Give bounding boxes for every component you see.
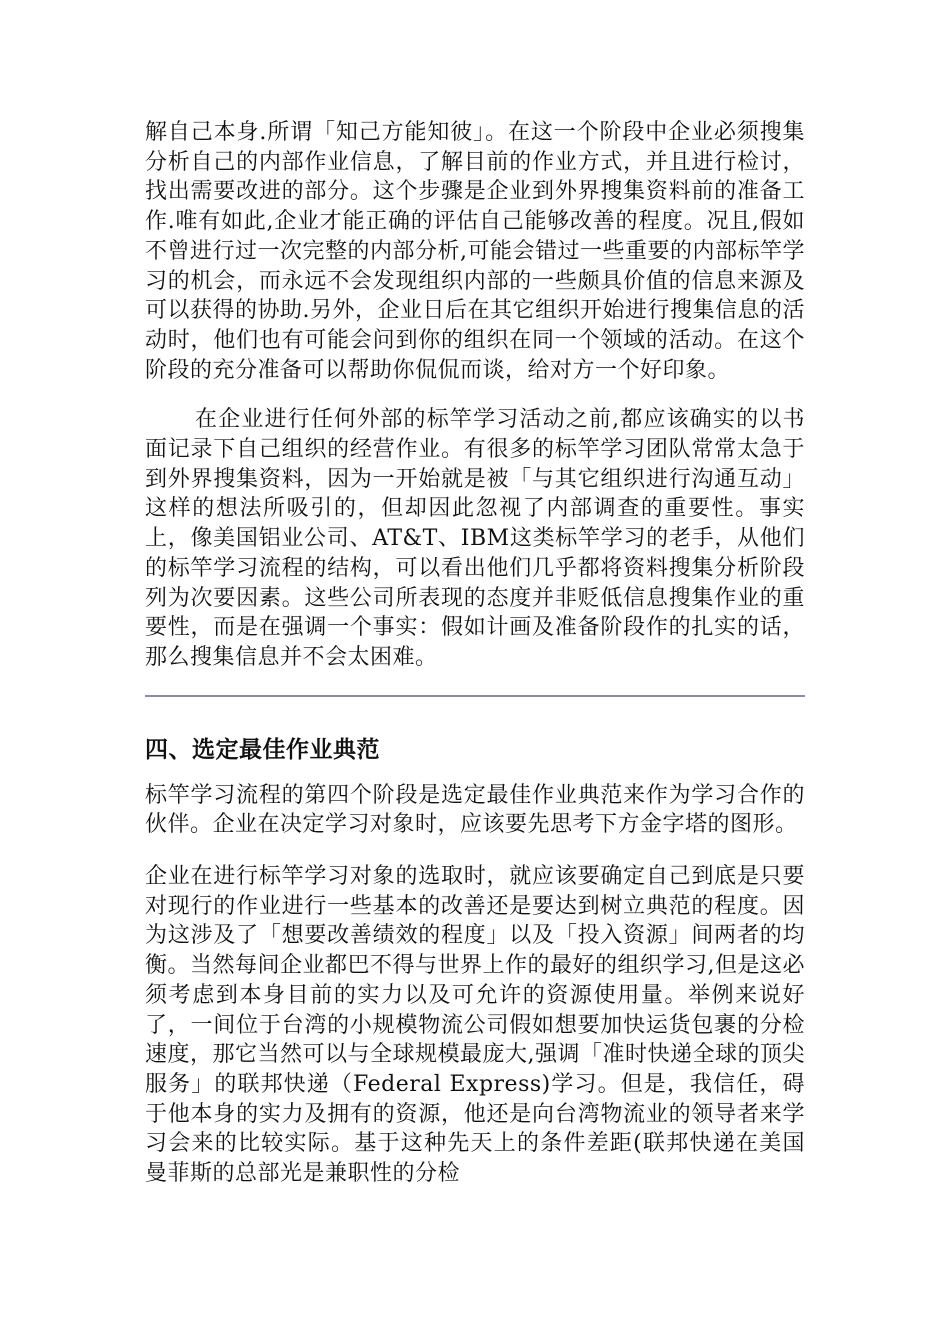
document-body	[145, 118, 805, 1189]
section-divider	[145, 695, 805, 697]
body-paragraph-4: 企业在进行标竿学习对象的选取时，就应该要确定自己到底是只要对现行的作业进行一些基本的改善还是要达到树立典范的程度。因为这涉及了「想要改善绩效的程度」以及「投入资源」间两者的均衡。当然每间企业都巴不得与世界上作的最好的组织学习,但是这必须考虑到本身目前的实力以及可允许的资源使用量。举例来说好了，一间位于台湾的小规模物流公司假如想要加快运货包裹的分检速度，那它当然可以与全球规模最庞大,强调「准时快递全球的顶尖服务」的联邦快递（Federal Express)学习。但是，我信任，碍于他本身的实力及拥有的资源，他还是向台湾物流业的领导者来学习会来的比较实际。基于这种先天上的条件差距(联邦快递在美国曼菲斯的总部光是兼职性的分检	[145, 864, 805, 1187]
body-paragraph-1: 解自己本身.所谓「知己方能知彼」。在这一个阶段中企业必须搜集分析自己的内部作业信息，了解目前的作业方式，并且进行检讨，找出需要改进的部分。这个步骤是企业到外界搜集资料前的准备工作.唯有如此,企业才能正确的评估自己能够改善的程度。况且,假如不曾进行过一次完整的内部分析,可能会错过一些重要的内部标竿学习的机会，而永远不会发现组织内部的一些颇具价值的信息来源及可以获得的协助.另外，企业日后在其它组织开始进行搜集信息的活动时，他们也有可能会问到你的组织在同一个领域的活动。在这个阶段的充分准备可以帮助你侃侃而谈，给对方一个好印象。	[145, 120, 805, 383]
body-paragraph-2: 在企业进行任何外部的标竿学习活动之前,都应该确实的以书面记录下自己组织的经营作业。有很多的标竿学习团队常常太急于到外界搜集资料，因为一开始就是被「与其它组织进行沟通互动」这样的想法所吸引的，但却因此忽视了内部调查的重要性。事实上，像美国铝业公司、AT&T、IBM这类标竿学习的老手，从他们的标竿学习流程的结构，可以看出他们几乎都将资料搜集分析阶段列为次要因素。这些公司所表现的态度并非贬低信息搜集作业的重要性，而是在强调一个事实：假如计画及准备阶段作的扎实的话，那么搜集信息并不会太困难。	[145, 407, 805, 670]
body-paragraph-3: 标竿学习流程的第四个阶段是选定最佳作业典范来作为学习合作的伙伴。企业在决定学习对象时，应该要先思考下方金字塔的图形。	[145, 782, 805, 838]
section-heading: 四、选定最佳作业典范	[145, 736, 380, 763]
